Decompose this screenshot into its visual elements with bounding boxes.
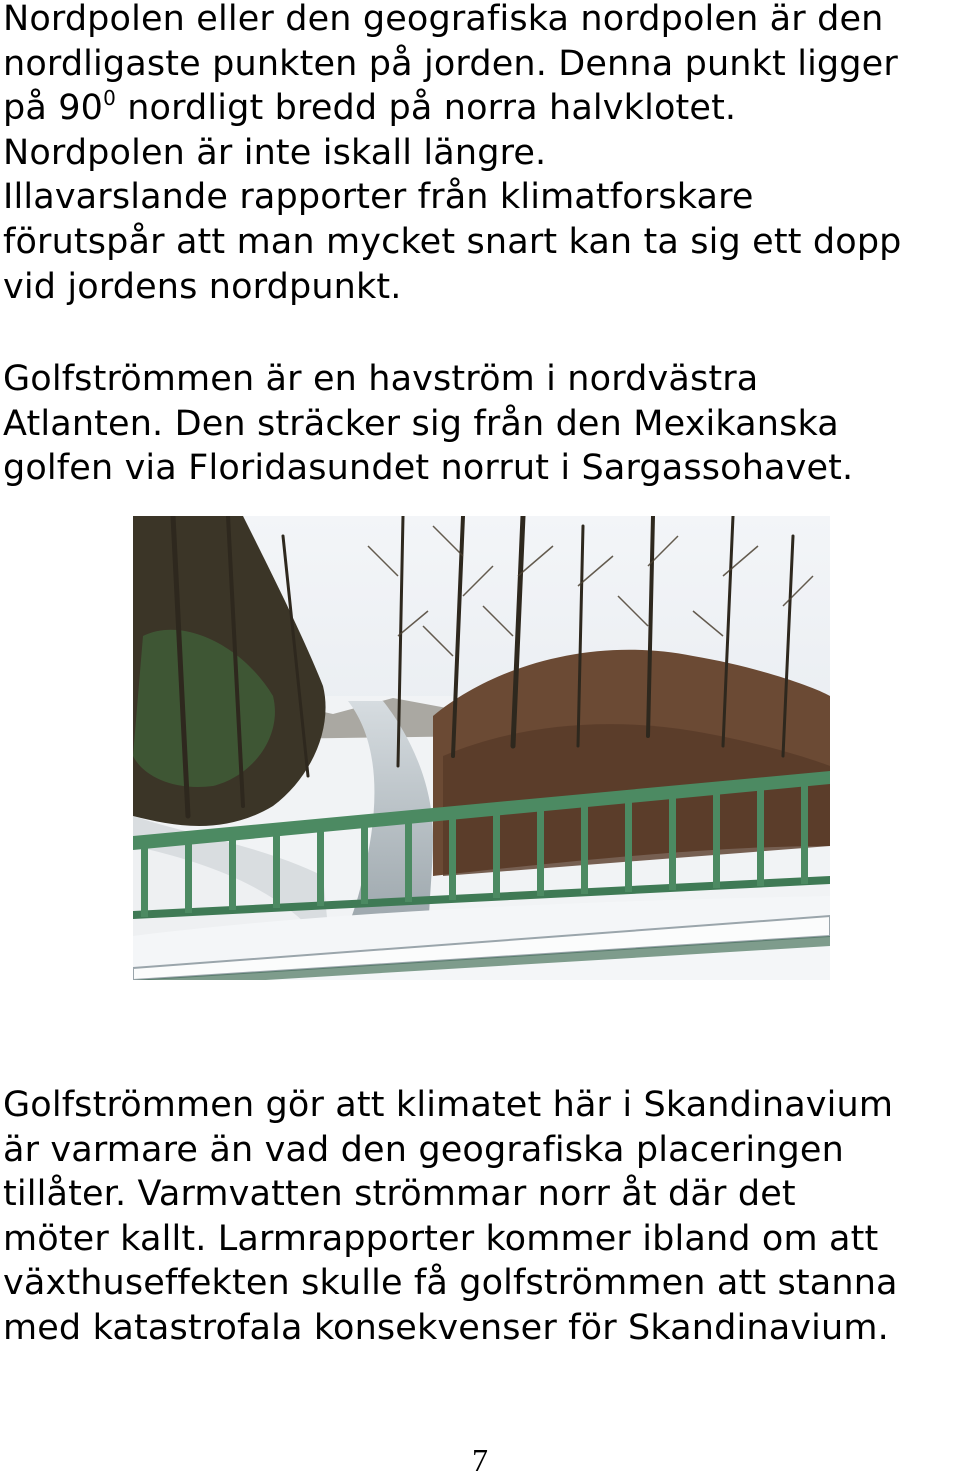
paragraph-climate-effect: [3, 1083, 898, 1351]
photo-river-bridge: [133, 516, 830, 980]
text-line: Nordpolen är inte iskall längre.: [3, 132, 547, 173]
text-line: tillåter. Varmvatten strömmar norr åt där det: [3, 1174, 796, 1215]
paragraph-gulf-stream: [3, 357, 853, 491]
degree-superscript: 0: [103, 86, 116, 111]
page-number: 7: [472, 1442, 488, 1478]
paragraph-north-pole: [3, 0, 902, 309]
text-line: Golfströmmen gör att klimatet här i Skandinavium: [3, 1085, 894, 1125]
text-segment: på 90: [3, 88, 104, 129]
text-line: växthuseffekten skulle få golfströmmen att stanna: [3, 1263, 898, 1304]
text-line: Golfströmmen är en havström i nordvästra: [3, 359, 759, 399]
text-line: Nordpolen eller den geografiska nordpolen är den: [3, 0, 884, 39]
text-line: golfen via Floridasundet norrut i Sargassohavet.: [3, 448, 854, 489]
text-line: möter kallt. Larmrapporter kommer ibland om att: [3, 1218, 879, 1259]
text-segment: nordligt bredd på norra halvklotet.: [115, 88, 737, 129]
text-line: vid jordens nordpunkt.: [3, 266, 402, 307]
text-line: Illavarslande rapporter från klimatforskare: [3, 177, 754, 218]
text-line: nordligaste punkten på jorden. Denna punkt ligger: [3, 43, 898, 84]
text-line: är varmare än vad den geografiska placeringen: [3, 1129, 844, 1170]
text-line: med katastrofala konsekvenser för Skandinavium.: [3, 1307, 889, 1348]
text-line: Atlanten. Den sträcker sig från den Mexikanska: [3, 403, 839, 444]
text-line: [3, 86, 902, 131]
text-line: förutspår att man mycket snart kan ta sig ett dopp: [3, 221, 902, 262]
